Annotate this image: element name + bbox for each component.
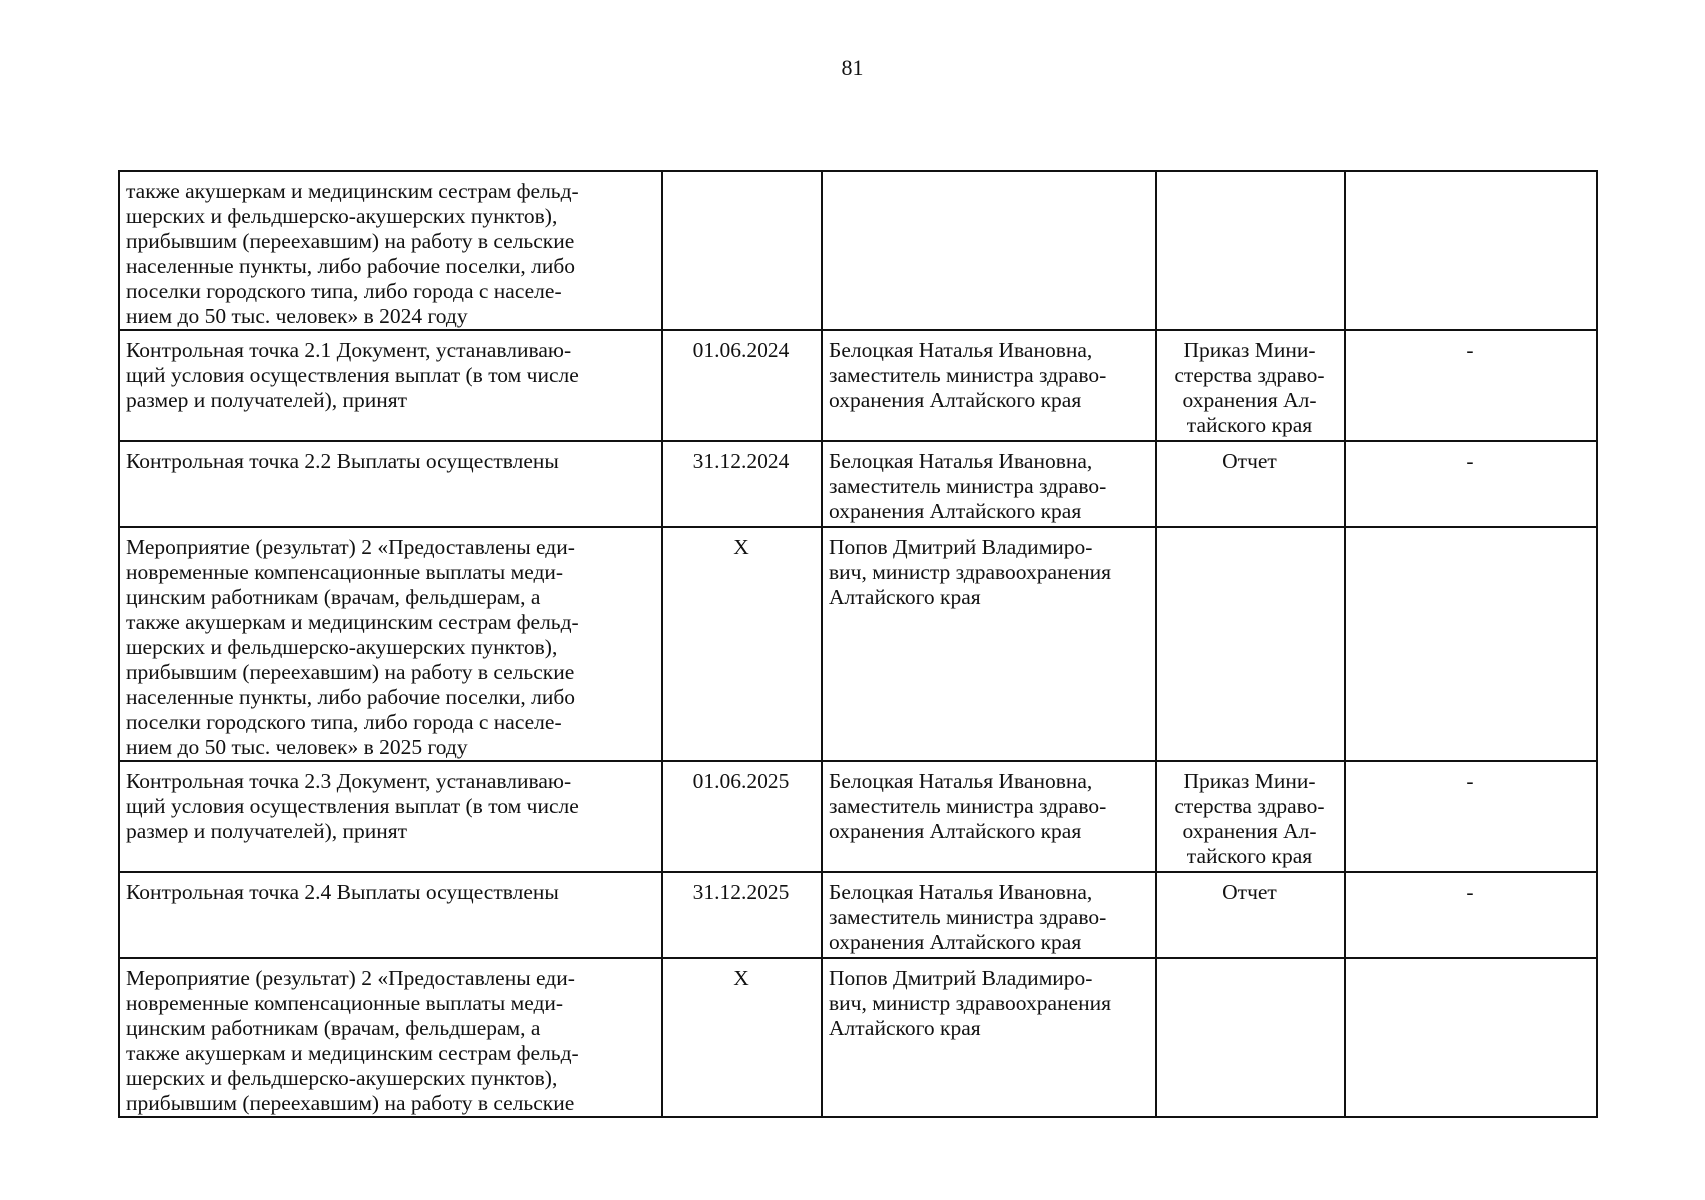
- document-type: Приказ Мини- стерства здраво- охранения Ал- тайского края: [1174, 769, 1325, 868]
- date-cell: [662, 330, 822, 441]
- date-cell: [662, 761, 822, 872]
- table-row: [119, 171, 1597, 330]
- checkpoint-name: Контрольная точка 2.4 Выплаты осуществлены: [126, 880, 559, 904]
- document-cell: [1156, 441, 1345, 527]
- table-row: [119, 441, 1597, 527]
- checkpoint-name: Контрольная точка 2.1 Документ, устанавливаю- щий условия осуществления выплат (в том числе размер и получателей), принят: [126, 338, 579, 412]
- document-cell: [1156, 527, 1345, 761]
- document-cell: [1156, 761, 1345, 872]
- table-row: [119, 761, 1597, 872]
- measure-name: Мероприятие (результат) 2 «Предоставлены еди- новременные компенсационные выплаты меди- цинским работникам (врачам, фельдшерам, а также акушеркам и медицинским сестрам фельд- шерских и фельдшерско-акушерских пунктов), прибывшим (переехавшим) на работу в сельские: [126, 966, 579, 1115]
- date-cell: [662, 958, 822, 1117]
- document-type: Приказ Мини- стерства здраво- охранения Ал- тайского края: [1174, 338, 1325, 437]
- responsible-cell: [822, 872, 1156, 958]
- info-cell: [1345, 171, 1597, 330]
- deadline-value: 01.06.2024: [692, 338, 790, 362]
- document-cell: [1156, 958, 1345, 1117]
- document-type: Отчет: [1222, 880, 1277, 904]
- name-cell: [119, 171, 662, 330]
- info-cell: [1345, 958, 1597, 1117]
- responsible-person: Белоцкая Наталья Ивановна, заместитель министра здраво- охранения Алтайского края: [829, 769, 1107, 843]
- info-cell: [1345, 441, 1597, 527]
- deadline-value: 31.12.2024: [692, 449, 790, 473]
- name-cell: [119, 872, 662, 958]
- date-cell: [662, 171, 822, 330]
- document-type: Отчет: [1222, 449, 1277, 473]
- activity-name: также акушеркам и медицинским сестрам фельд- шерских и фельдшерско-акушерских пунктов), прибывшим (переехавшим) на работу в сельские населенные пункты, либо рабочие поселки, либо поселки городского типа, либо города с населе- нием до 50 тыс. человек» в 2024 году: [126, 179, 579, 328]
- info-cell: [1345, 761, 1597, 872]
- table-row: [119, 330, 1597, 441]
- date-cell: [662, 441, 822, 527]
- document-cell: [1156, 872, 1345, 958]
- responsible-person: Попов Дмитрий Владимиро- вич, министр здравоохранения Алтайского края: [829, 535, 1111, 609]
- info-cell: [1345, 872, 1597, 958]
- info-value: -: [1466, 449, 1474, 473]
- responsible-person: Попов Дмитрий Владимиро- вич, министр здравоохранения Алтайского края: [829, 966, 1111, 1040]
- deadline-value: 01.06.2025: [692, 769, 790, 793]
- responsible-person: Белоцкая Наталья Ивановна, заместитель министра здраво- охранения Алтайского края: [829, 880, 1107, 954]
- responsible-cell: [822, 761, 1156, 872]
- checkpoint-name: Контрольная точка 2.3 Документ, устанавливаю- щий условия осуществления выплат (в том числе размер и получателей), принят: [126, 769, 579, 843]
- info-cell: [1345, 527, 1597, 761]
- table-row: [119, 958, 1597, 1117]
- info-cell: [1345, 330, 1597, 441]
- responsible-cell: [822, 171, 1156, 330]
- responsible-cell: [822, 958, 1156, 1117]
- document-cell: [1156, 330, 1345, 441]
- deadline-value: X: [733, 535, 749, 559]
- measure-name: Мероприятие (результат) 2 «Предоставлены еди- новременные компенсационные выплаты меди- цинским работникам (врачам, фельдшерам, а также акушеркам и медицинским сестрам фельд- шерских и фельдшерско-акушерских пунктов), прибывшим (переехавшим) на работу в сельские населенные пункты, либо рабочие поселки, либо поселки городского типа, либо города с населе- нием до 50 тыс. человек» в 2025 году: [126, 535, 579, 759]
- info-value: -: [1466, 880, 1474, 904]
- checkpoint-name: Контрольная точка 2.2 Выплаты осуществлены: [126, 449, 559, 473]
- responsible-cell: [822, 330, 1156, 441]
- name-cell: [119, 330, 662, 441]
- control-points-table: [118, 170, 1598, 1118]
- name-cell: [119, 527, 662, 761]
- document-cell: [1156, 171, 1345, 330]
- responsible-person: Белоцкая Наталья Ивановна, заместитель министра здраво- охранения Алтайского края: [829, 338, 1107, 412]
- info-value: -: [1466, 338, 1474, 362]
- table-row: [119, 872, 1597, 958]
- name-cell: [119, 958, 662, 1117]
- responsible-cell: [822, 527, 1156, 761]
- responsible-cell: [822, 441, 1156, 527]
- name-cell: [119, 761, 662, 872]
- table-row: [119, 527, 1597, 761]
- name-cell: [119, 441, 662, 527]
- responsible-person: Белоцкая Наталья Ивановна, заместитель министра здраво- охранения Алтайского края: [829, 449, 1107, 523]
- date-cell: [662, 527, 822, 761]
- deadline-value: X: [733, 966, 749, 990]
- info-value: -: [1466, 769, 1474, 793]
- page-number: 81: [841, 55, 864, 80]
- date-cell: [662, 872, 822, 958]
- deadline-value: 31.12.2025: [692, 880, 790, 904]
